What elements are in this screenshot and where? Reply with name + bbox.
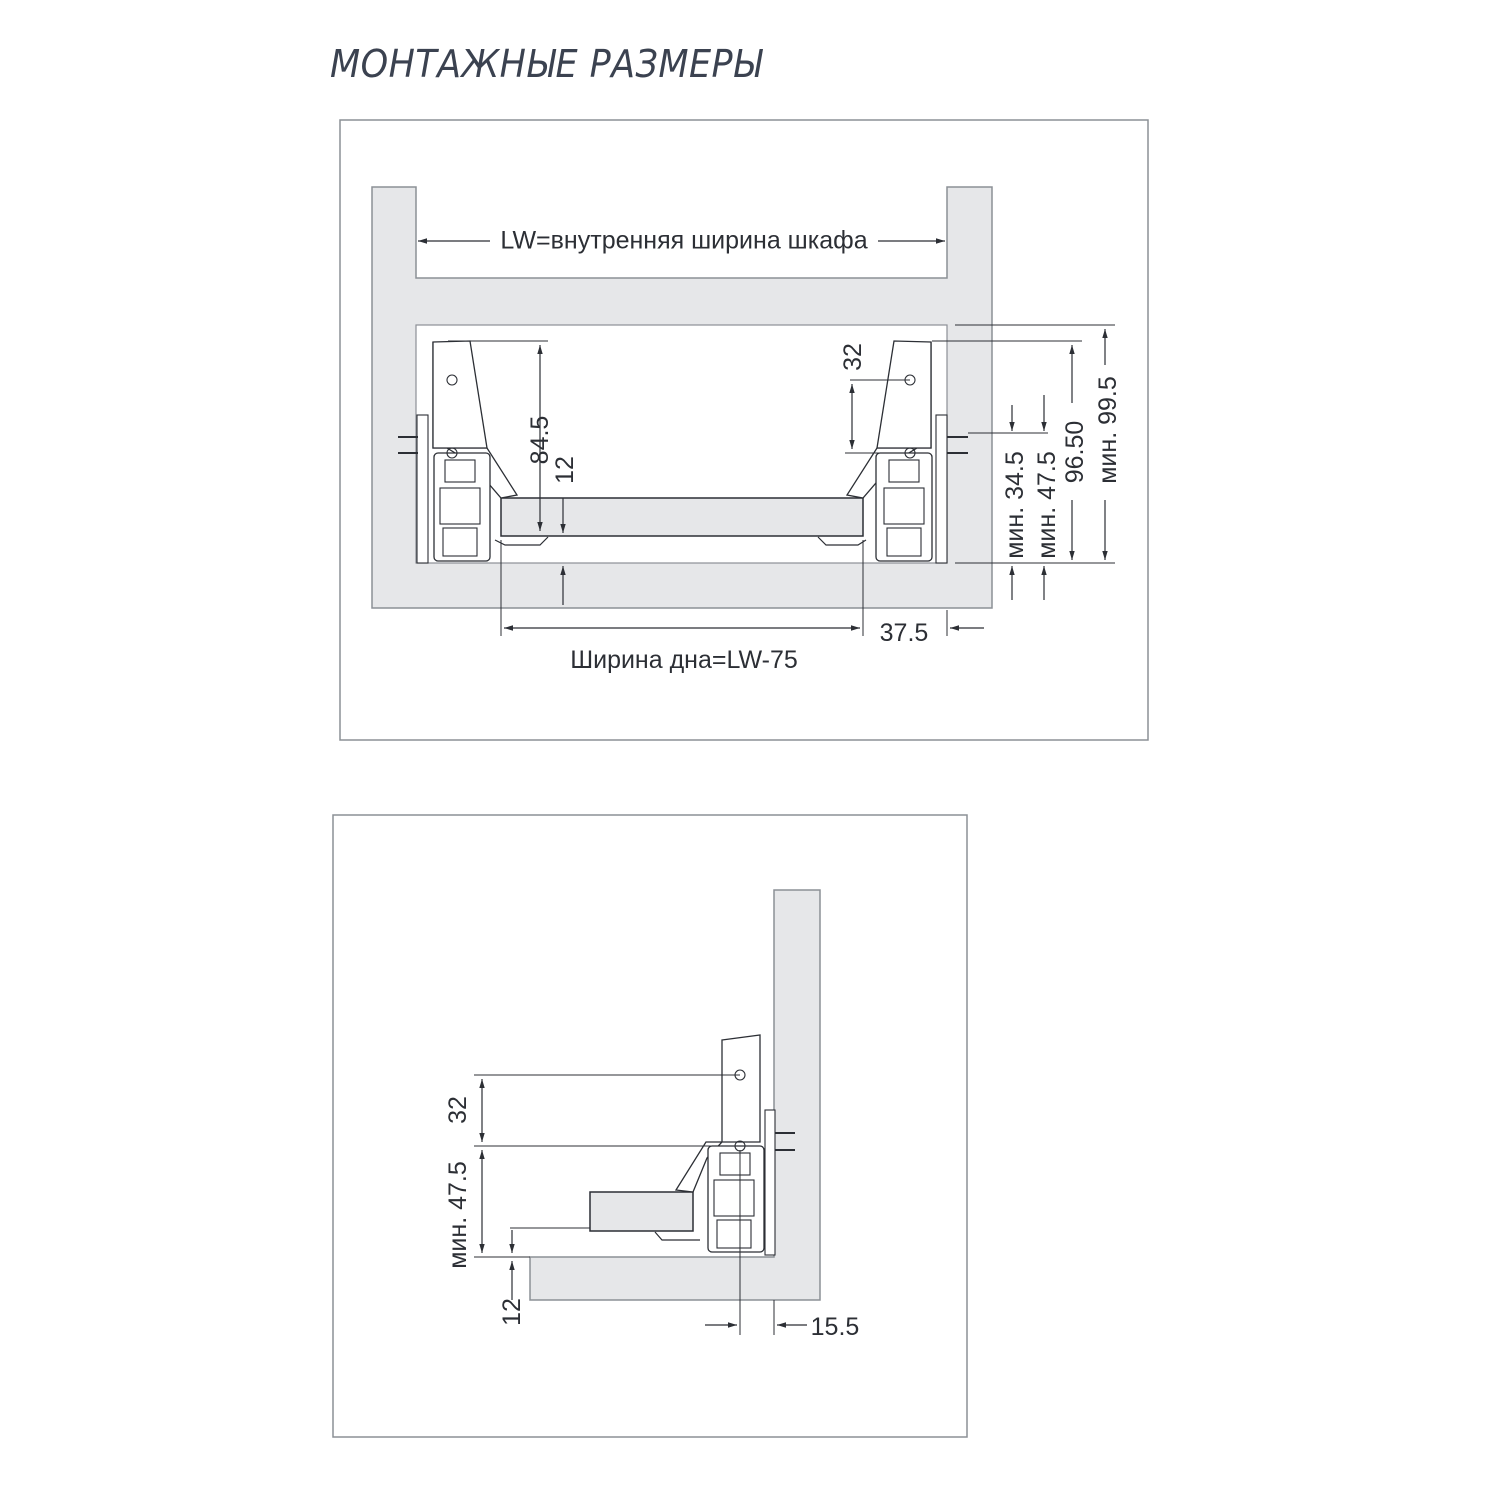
dim-32-side: 32 [444,1096,472,1124]
dim-32-front: 32 [839,343,867,371]
front-view [340,120,1148,740]
bottom-width-label: Ширина дна=LW-75 [570,646,798,674]
page-title: МОНТАЖНЫЕ РАЗМЕРЫ [330,42,763,86]
dim-84-5: 84.5 [526,415,554,465]
dim-96-50: 96.50 [1061,420,1089,484]
dim-15-5: 15.5 [810,1313,860,1341]
dim-37-5: 37.5 [879,619,929,647]
side-cabinet-carcass [530,890,820,1300]
dim-min-34-5: мин. 34.5 [1001,451,1029,559]
side-drawer-bottom [590,1192,693,1231]
side-view-frame [333,815,967,1437]
dim-min-47-5-side: мин. 47.5 [444,1161,472,1269]
dim-12: 12 [551,456,579,484]
dim-min-99-5: мин. 99.5 [1094,376,1122,484]
dim-min-47-5: мин. 47.5 [1033,451,1061,559]
drawer-bottom-panel [501,498,863,536]
inner-width-label: LW=внутренняя ширина шкафа [500,226,868,255]
dim-12-side: 12 [498,1298,526,1326]
side-view [333,815,967,1437]
